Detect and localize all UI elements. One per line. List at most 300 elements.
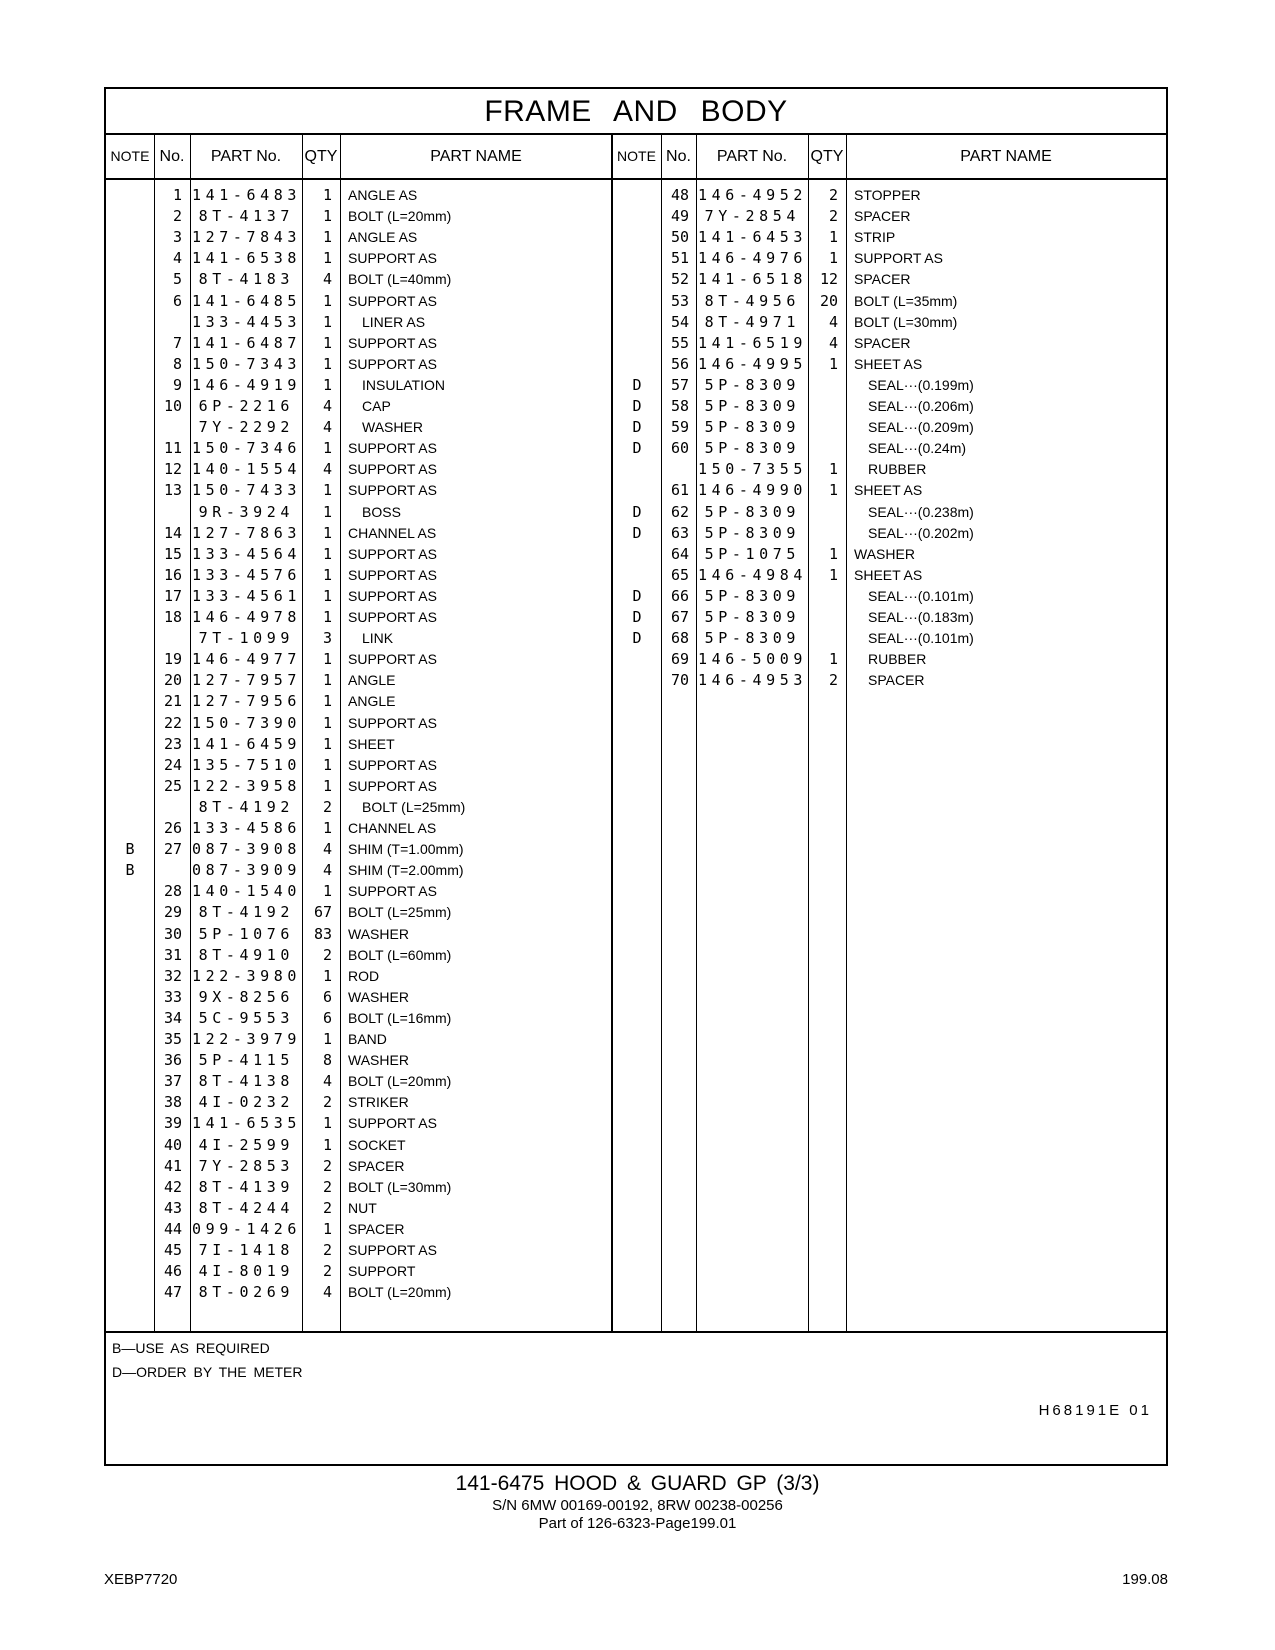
table-row <box>106 479 1166 501</box>
table-row <box>106 205 1166 227</box>
quantity: 4 <box>322 840 332 859</box>
note-cell <box>106 1112 154 1134</box>
quantity: 1 <box>322 1135 332 1154</box>
part-name: STOPPER <box>854 187 921 203</box>
quantity: 1 <box>322 312 332 331</box>
part-number: 146-4995 <box>698 354 808 373</box>
group-heading: 141-6475 HOOD & GUARD GP (3/3) <box>455 1472 820 1495</box>
part-number: 146-4990 <box>698 481 808 500</box>
note-cell <box>106 1134 154 1156</box>
note-cell <box>106 901 154 923</box>
note-cell <box>613 648 661 670</box>
note-cell: D <box>632 502 642 521</box>
part-name: SEAL···(0.206m) <box>868 398 974 414</box>
part-number: 5P-8309 <box>704 523 800 542</box>
note-cell: B <box>125 840 135 859</box>
part-name: BOLT (L=30mm) <box>854 313 958 330</box>
note-cell <box>613 184 661 206</box>
table-row <box>106 880 1166 902</box>
part-number: 146-5009 <box>698 650 808 669</box>
quantity: 1 <box>322 650 332 669</box>
part-name: SUPPORT AS <box>348 1242 437 1258</box>
item-number: 45 <box>163 1241 182 1259</box>
part-name: ANGLE AS <box>348 187 418 203</box>
quantity: 2 <box>322 1198 332 1217</box>
part-number: 150-7346 <box>192 439 302 458</box>
part-number: 5P-8309 <box>704 629 800 648</box>
page-title: FRAME AND BODY <box>106 89 1166 135</box>
part-name: SOCKET <box>348 1136 406 1153</box>
quantity <box>810 501 838 523</box>
part-name: BOLT (L=30mm) <box>348 1178 452 1195</box>
header-no-left: No. <box>159 148 185 165</box>
part-number: 127-7956 <box>192 692 302 711</box>
part-number: 7T-1099 <box>198 629 294 648</box>
item-number: 5 <box>172 270 182 289</box>
table-row <box>106 733 1166 755</box>
quantity: 1 <box>322 291 332 310</box>
quantity <box>810 374 838 396</box>
table-row <box>106 374 1166 396</box>
quantity: 2 <box>322 1177 332 1196</box>
part-number: 127-7843 <box>192 228 302 247</box>
quantity: 1 <box>322 966 332 985</box>
part-name: SUPPORT AS <box>348 1115 437 1132</box>
part-number: 7Y-2854 <box>704 207 800 226</box>
table-row <box>106 965 1166 987</box>
part-name: LINER AS <box>362 313 426 330</box>
item-number: 57 <box>670 375 689 394</box>
table-row <box>106 796 1166 818</box>
table-row <box>106 986 1166 1008</box>
note-cell <box>106 1049 154 1071</box>
quantity: 4 <box>322 460 332 479</box>
part-name: SPACER <box>348 1157 405 1174</box>
quantity: 1 <box>322 755 332 774</box>
item-number: 70 <box>670 671 689 690</box>
item-number: 62 <box>670 502 689 521</box>
header-name-right: PART NAME <box>960 148 1052 165</box>
quantity: 1 <box>322 439 332 458</box>
part-name: SUPPORT AS <box>348 292 437 309</box>
item-number: 52 <box>670 270 689 289</box>
part-name: BOLT (L=25mm) <box>362 798 466 815</box>
part-number: 5P-8309 <box>704 418 800 437</box>
part-of-reference: Part of 126-6323-Page199.01 <box>538 1515 737 1532</box>
item-number: 49 <box>670 207 689 226</box>
part-number: 133-4564 <box>192 544 302 563</box>
part-number: 5C-9553 <box>198 1008 294 1027</box>
part-number: 150-7343 <box>192 354 302 373</box>
part-name: SPACER <box>868 672 925 689</box>
part-name: CHANNEL AS <box>348 820 437 836</box>
part-number: 122-3980 <box>192 966 302 985</box>
note-cell: D <box>632 439 642 458</box>
part-number: 8T-4139 <box>198 1177 294 1196</box>
quantity: 1 <box>322 692 332 711</box>
part-number: 5P-8309 <box>704 608 800 626</box>
quantity: 4 <box>828 333 838 352</box>
part-number: 140-1540 <box>192 882 302 901</box>
item-number: 54 <box>670 312 689 331</box>
item-number: 13 <box>163 481 182 500</box>
item-number: 19 <box>163 650 182 669</box>
part-name: SEAL···(0.199m) <box>868 376 974 393</box>
quantity: 8 <box>322 1051 332 1070</box>
item-number: 12 <box>163 460 182 479</box>
part-name: BOLT (L=16mm) <box>348 1009 452 1026</box>
quantity: 3 <box>322 629 332 648</box>
part-number: 133-4586 <box>192 819 302 837</box>
table-row <box>106 1176 1166 1198</box>
quantity: 2 <box>322 797 332 816</box>
quantity: 6 <box>322 987 332 1006</box>
quantity: 1 <box>828 544 838 563</box>
item-number: 22 <box>163 713 182 732</box>
note-cell <box>613 332 661 354</box>
part-number: 146-4919 <box>192 375 302 394</box>
quantity: 1 <box>322 1114 332 1133</box>
quantity: 4 <box>322 1072 332 1091</box>
part-name: SHEET <box>348 735 395 752</box>
part-number: 099-1426 <box>192 1219 302 1238</box>
part-number: 122-3979 <box>192 1030 302 1048</box>
note-cell <box>106 1155 154 1177</box>
item-number: 6 <box>172 291 182 310</box>
table-row <box>106 395 1166 417</box>
item-number: 48 <box>670 186 689 204</box>
part-name: BOSS <box>362 503 401 520</box>
table-row <box>106 712 1166 734</box>
item-number: 60 <box>670 439 689 458</box>
table-row <box>106 627 1166 649</box>
part-name: WASHER <box>348 1052 409 1069</box>
part-number: 146-4978 <box>192 608 302 626</box>
note-cell <box>106 733 154 755</box>
part-name: STRIP <box>854 229 896 246</box>
item-number: 51 <box>670 249 689 268</box>
table-row <box>106 859 1166 881</box>
quantity: 2 <box>828 671 838 690</box>
part-name: SUPPORT AS <box>348 883 437 900</box>
item-number: 39 <box>163 1114 182 1133</box>
parts-sheet <box>104 87 1168 1466</box>
part-number: 133-4561 <box>192 586 302 605</box>
table-row <box>106 1281 1166 1303</box>
table-row <box>106 501 1166 523</box>
quantity <box>810 522 838 544</box>
quantity: 6 <box>322 1008 332 1027</box>
part-name: SPACER <box>854 271 911 288</box>
note-cell <box>106 712 154 734</box>
part-name: CAP <box>362 398 391 414</box>
note-cell <box>106 1176 154 1198</box>
part-number: 087-3908 <box>192 840 302 859</box>
quantity: 2 <box>828 186 838 204</box>
part-name: SPACER <box>854 208 911 225</box>
table-row <box>106 1007 1166 1029</box>
note-cell: D <box>632 586 642 605</box>
table-row <box>106 923 1166 945</box>
page-number: 199.08 <box>1122 1571 1168 1588</box>
part-name: SEAL···(0.238m) <box>868 503 974 520</box>
quantity: 1 <box>322 333 332 352</box>
part-number: 141-6453 <box>698 228 808 247</box>
part-number: 8T-4192 <box>198 903 294 922</box>
part-number: 146-4977 <box>192 650 302 669</box>
part-number: 8T-4183 <box>198 270 294 289</box>
part-number: 122-3958 <box>192 776 302 795</box>
table-row <box>106 1155 1166 1177</box>
item-number: 21 <box>163 692 182 711</box>
item-number: 20 <box>163 671 182 690</box>
table-row <box>106 416 1166 438</box>
quantity: 1 <box>322 502 332 521</box>
item-number: 24 <box>163 755 182 774</box>
part-number: 141-6485 <box>192 291 302 310</box>
part-name: SEAL···(0.202m) <box>868 524 974 541</box>
quantity: 4 <box>322 418 332 437</box>
note-cell <box>106 923 154 945</box>
quantity: 1 <box>828 354 838 373</box>
note-cell <box>106 1239 154 1261</box>
table-row <box>106 754 1166 776</box>
quantity: 1 <box>828 249 838 268</box>
quantity: 2 <box>322 945 332 964</box>
note-cell <box>613 564 661 586</box>
part-name: STRIKER <box>348 1094 409 1111</box>
item-number: 9 <box>172 375 182 394</box>
table-row <box>106 184 1166 206</box>
part-name: SUPPORT AS <box>348 714 437 731</box>
item-number: 53 <box>670 291 689 310</box>
part-name: INSULATION <box>362 376 445 393</box>
note-cell <box>106 1197 154 1219</box>
table-row <box>106 522 1166 544</box>
table-row <box>106 585 1166 607</box>
quantity: 2 <box>322 1241 332 1259</box>
note-cell <box>106 1070 154 1092</box>
part-name: SUPPORT AS <box>348 609 437 625</box>
part-name: SUPPORT AS <box>348 461 437 478</box>
item-number: 46 <box>163 1262 182 1281</box>
header-qty-left: QTY <box>304 148 338 165</box>
item-number: 8 <box>172 354 182 373</box>
item-number: 31 <box>163 945 182 964</box>
part-number: 150-7355 <box>698 460 808 479</box>
quantity: 2 <box>322 1262 332 1281</box>
item-number: 55 <box>670 333 689 352</box>
note-cell: D <box>632 418 642 437</box>
note-cell <box>613 543 661 565</box>
part-number: 6P-2216 <box>198 397 294 415</box>
table-row <box>106 901 1166 923</box>
part-name: BOLT (L=20mm) <box>348 1284 452 1301</box>
item-number: 29 <box>163 903 182 922</box>
item-number <box>156 859 182 881</box>
item-number: 68 <box>670 629 689 648</box>
quantity: 4 <box>322 270 332 289</box>
table-row <box>106 838 1166 860</box>
item-number: 1 <box>172 186 182 204</box>
part-number: 8T-4244 <box>198 1198 294 1217</box>
item-number: 67 <box>670 608 689 626</box>
part-name: SEAL···(0.24m) <box>868 440 967 457</box>
part-name: WASHER <box>854 545 915 562</box>
table-row <box>106 332 1166 354</box>
item-number <box>156 796 182 818</box>
part-name: SUPPORT AS <box>348 440 437 457</box>
item-number: 34 <box>163 1008 182 1027</box>
part-number: 5P-8309 <box>704 439 800 458</box>
part-name: SHEET AS <box>854 482 923 499</box>
part-number: 8T-0269 <box>198 1283 294 1302</box>
part-number: 141-6487 <box>192 333 302 352</box>
table-row <box>106 1197 1166 1219</box>
part-number: 7Y-2292 <box>198 418 294 437</box>
part-name: SEAL···(0.101m) <box>868 587 974 604</box>
item-number: 4 <box>172 249 182 268</box>
item-number: 66 <box>670 586 689 605</box>
part-number: 150-7390 <box>192 713 302 732</box>
table-row <box>106 564 1166 586</box>
part-name: SEAL···(0.183m) <box>868 609 974 625</box>
part-number: 141-6518 <box>698 270 808 289</box>
part-number: 8T-4956 <box>704 291 800 310</box>
quantity: 20 <box>819 291 838 310</box>
part-number: 5P-8309 <box>704 375 800 394</box>
part-name: WASHER <box>362 419 423 436</box>
part-name: SUPPORT AS <box>348 250 437 267</box>
part-name: NUT <box>348 1199 377 1216</box>
part-name: SUPPORT AS <box>348 566 437 583</box>
quantity <box>810 395 838 417</box>
note-cell <box>613 247 661 269</box>
item-number: 7 <box>172 333 182 352</box>
document-id: XEBP7720 <box>104 1571 178 1588</box>
part-number: 5P-8309 <box>704 397 800 415</box>
part-name: SEAL···(0.209m) <box>868 419 974 436</box>
part-number: 5P-8309 <box>704 586 800 605</box>
table-row <box>106 1239 1166 1261</box>
item-number: 56 <box>670 354 689 373</box>
quantity: 1 <box>322 186 332 204</box>
quantity: 2 <box>322 1156 332 1175</box>
part-number: 135-7510 <box>192 755 302 774</box>
part-number: 8T-4910 <box>198 945 294 964</box>
table-row <box>106 290 1166 312</box>
note-cell: D <box>632 523 642 542</box>
quantity: 83 <box>313 924 332 943</box>
quantity: 1 <box>828 565 838 584</box>
table-row <box>106 1049 1166 1071</box>
part-name: SUPPORT AS <box>348 545 437 562</box>
item-number: 37 <box>163 1072 182 1091</box>
header-qty-right: QTY <box>810 148 844 165</box>
quantity: 4 <box>828 312 838 331</box>
note-cell <box>613 458 661 480</box>
note-cell <box>106 796 154 818</box>
quantity: 1 <box>322 776 332 795</box>
part-number: 141-6535 <box>192 1114 302 1133</box>
part-name: SUPPORT AS <box>348 587 437 604</box>
part-name: SHEET AS <box>854 566 923 583</box>
quantity: 1 <box>828 228 838 247</box>
item-number: 36 <box>163 1051 182 1070</box>
quantity: 4 <box>322 397 332 415</box>
part-name: SHIM (T=2.00mm) <box>348 862 464 879</box>
table-row <box>106 944 1166 966</box>
part-number: 140-1554 <box>192 460 302 479</box>
note-cell <box>613 290 661 312</box>
item-number: 41 <box>163 1156 182 1175</box>
part-name: BOLT (L=60mm) <box>348 946 452 963</box>
quantity: 1 <box>322 1030 332 1048</box>
table-row <box>106 1091 1166 1113</box>
quantity: 1 <box>322 481 332 500</box>
table-row <box>106 226 1166 248</box>
note-cell <box>613 311 661 333</box>
part-number: 141-6483 <box>192 186 302 204</box>
item-number: 16 <box>163 565 182 584</box>
item-number: 64 <box>670 544 689 563</box>
quantity: 1 <box>322 819 332 837</box>
part-name: SUPPORT <box>348 1263 416 1280</box>
part-number: 087-3909 <box>192 861 302 880</box>
part-number: 8T-4192 <box>198 797 294 816</box>
table-header <box>106 135 1166 180</box>
item-number <box>663 458 689 480</box>
part-name: BAND <box>348 1031 387 1047</box>
note-cell <box>613 268 661 290</box>
part-number: 8T-4137 <box>198 207 294 226</box>
table-row <box>106 775 1166 797</box>
note-cell <box>106 817 154 839</box>
note-cell <box>106 754 154 776</box>
quantity: 1 <box>322 228 332 247</box>
part-name: BOLT (L=25mm) <box>348 904 452 921</box>
item-number: 59 <box>670 418 689 437</box>
part-name: SUPPORT AS <box>348 651 437 668</box>
quantity: 1 <box>828 650 838 669</box>
note-cell <box>613 479 661 501</box>
part-number: 8T-4138 <box>198 1072 294 1091</box>
quantity: 1 <box>322 207 332 226</box>
quantity: 1 <box>322 565 332 584</box>
part-name: ANGLE <box>348 672 396 689</box>
part-number: 127-7863 <box>192 523 302 542</box>
quantity: 4 <box>322 1283 332 1302</box>
item-number: 42 <box>163 1177 182 1196</box>
part-name: LINK <box>362 630 394 647</box>
note-cell <box>106 944 154 966</box>
table-row <box>106 311 1166 333</box>
part-number: 141-6459 <box>192 734 302 753</box>
part-name: WASHER <box>348 925 409 942</box>
quantity <box>810 585 838 607</box>
quantity: 1 <box>322 586 332 605</box>
part-number: 146-4976 <box>698 249 808 268</box>
part-number: 150-7433 <box>192 481 302 500</box>
item-number: 14 <box>163 523 182 542</box>
quantity: 1 <box>322 1219 332 1238</box>
note-cell: D <box>632 608 642 626</box>
item-number: 11 <box>163 439 182 458</box>
part-name: WASHER <box>348 988 409 1005</box>
note-cell <box>106 690 154 712</box>
part-number: 146-4953 <box>698 671 808 690</box>
part-name: SUPPORT AS <box>348 482 437 499</box>
